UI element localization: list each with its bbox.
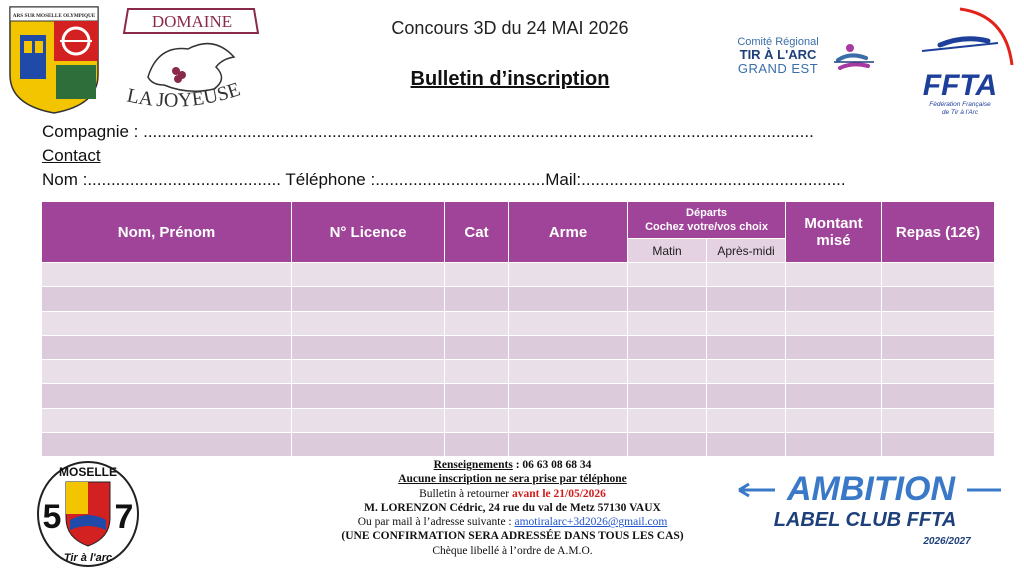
cell-repas[interactable] bbox=[882, 311, 995, 335]
footer-info bbox=[290, 458, 735, 558]
comite-line-3: GRAND EST bbox=[737, 61, 819, 76]
cell-repas[interactable] bbox=[882, 384, 995, 408]
montant-line-1: Montant bbox=[804, 215, 863, 232]
ars-sur-moselle-logo bbox=[8, 5, 100, 115]
comite-line-2: TIR À L'ARC bbox=[739, 47, 817, 62]
cell-cat[interactable] bbox=[445, 433, 509, 457]
cell-matin[interactable] bbox=[628, 335, 707, 359]
departs-label: Départs bbox=[686, 207, 727, 219]
cell-matin[interactable] bbox=[628, 433, 707, 457]
col-header-arme: Arme bbox=[509, 202, 628, 263]
mail-prefix: Ou par mail à l’adresse suivante : bbox=[357, 516, 515, 529]
col-header-nom: Nom, Prénom bbox=[42, 202, 292, 263]
renseignements-phone: : 06 63 08 68 34 bbox=[512, 459, 592, 471]
montant-line-2: misé bbox=[816, 232, 851, 249]
moselle-text: MOSELLE bbox=[58, 465, 118, 479]
label-club-text: LABEL CLUB FFTA bbox=[773, 509, 957, 531]
contact-fields-line[interactable]: Nom :......................................... Téléphone :....................................Mail:........................................................ bbox=[42, 170, 846, 189]
table-row bbox=[42, 311, 995, 335]
cell-repas[interactable] bbox=[882, 287, 995, 311]
mail-line bbox=[290, 515, 735, 529]
cell-nom[interactable] bbox=[42, 311, 292, 335]
moselle-tir-a-l-arc-logo bbox=[36, 460, 140, 568]
table-row bbox=[42, 408, 995, 432]
cell-nom[interactable] bbox=[42, 360, 292, 384]
cell-arme[interactable] bbox=[509, 384, 628, 408]
cell-repas[interactable] bbox=[882, 433, 995, 457]
moselle-digit-5: 5 bbox=[42, 498, 62, 536]
table-row bbox=[42, 360, 995, 384]
col-header-licence: N° Licence bbox=[292, 202, 445, 263]
ambition-year: 2026/2027 bbox=[923, 536, 971, 547]
cell-matin[interactable] bbox=[628, 311, 707, 335]
cell-apres-midi[interactable] bbox=[707, 433, 786, 457]
cell-cat[interactable] bbox=[445, 263, 509, 287]
page-subtitle: Bulletin d’inscription bbox=[410, 68, 610, 90]
cell-apres-midi[interactable] bbox=[707, 311, 786, 335]
cell-nom[interactable] bbox=[42, 408, 292, 432]
contact-heading: Contact bbox=[42, 146, 101, 165]
cell-arme[interactable] bbox=[509, 311, 628, 335]
col-header-montant bbox=[786, 202, 882, 263]
cell-nom[interactable] bbox=[42, 263, 292, 287]
ars-logo-text: ARS SUR MOSELLE OLYMPIQUE bbox=[12, 13, 96, 19]
postal-address: M. LORENZON Cédric, 24 rue du val de Metz 57130 VAUX bbox=[364, 501, 661, 514]
table-row bbox=[42, 263, 995, 287]
renseignements-label: Renseignements bbox=[433, 459, 513, 471]
table-row bbox=[42, 287, 995, 311]
confirmation-notice: (UNE CONFIRMATION SERA ADRESSÉE DANS TOUS LES CAS) bbox=[341, 530, 684, 543]
ambition-label-club-logo bbox=[735, 468, 1005, 550]
col-header-cat: Cat bbox=[445, 202, 509, 263]
col-header-apres-midi: Après-midi bbox=[707, 239, 786, 263]
cell-licence[interactable] bbox=[292, 287, 445, 311]
cell-arme[interactable] bbox=[509, 263, 628, 287]
departs-instruction: Cochez votre/vos choix bbox=[645, 221, 768, 233]
cell-repas[interactable] bbox=[882, 360, 995, 384]
cell-cat[interactable] bbox=[445, 360, 509, 384]
cell-apres-midi[interactable] bbox=[707, 384, 786, 408]
cell-montant[interactable] bbox=[786, 408, 882, 432]
cell-cat[interactable] bbox=[445, 408, 509, 432]
col-header-departs bbox=[628, 202, 786, 239]
ambition-text: AMBITION bbox=[786, 470, 956, 508]
col-header-repas: Repas (12€) bbox=[882, 202, 995, 263]
cell-arme[interactable] bbox=[509, 335, 628, 359]
comite-archer-icon bbox=[832, 38, 876, 82]
compagnie-field[interactable]: Compagnie : .............................................................................................................................................. bbox=[42, 122, 814, 141]
cell-repas[interactable] bbox=[882, 335, 995, 359]
cell-nom[interactable] bbox=[42, 433, 292, 457]
registration-table bbox=[41, 201, 995, 457]
ffta-sub-1: Fédération Française bbox=[929, 101, 991, 108]
cell-nom[interactable] bbox=[42, 335, 292, 359]
cell-matin[interactable] bbox=[628, 287, 707, 311]
table-row bbox=[42, 384, 995, 408]
ffta-logo bbox=[902, 5, 1020, 117]
comite-line-1: Comité Régional bbox=[737, 36, 819, 48]
cell-nom[interactable] bbox=[42, 287, 292, 311]
cell-licence[interactable] bbox=[292, 360, 445, 384]
mail-link[interactable]: amotiralarc+3d2026@gmail.com bbox=[514, 516, 668, 529]
table-row bbox=[42, 335, 995, 359]
cell-matin[interactable] bbox=[628, 360, 707, 384]
cell-apres-midi[interactable] bbox=[707, 408, 786, 432]
cell-matin[interactable] bbox=[628, 408, 707, 432]
cheque-notice: Chèque libellé à l’ordre de A.M.O. bbox=[432, 544, 593, 557]
cell-cat[interactable] bbox=[445, 335, 509, 359]
cell-apres-midi[interactable] bbox=[707, 335, 786, 359]
cell-apres-midi[interactable] bbox=[707, 287, 786, 311]
moselle-tir-text: Tir à l'arc bbox=[63, 552, 113, 564]
no-phone-notice: Aucune inscription ne sera prise par téléphone bbox=[398, 473, 627, 486]
cell-licence[interactable] bbox=[292, 408, 445, 432]
moselle-digit-7: 7 bbox=[114, 498, 134, 536]
ffta-text: FFTA bbox=[922, 69, 998, 102]
cell-arme[interactable] bbox=[509, 408, 628, 432]
cell-arme[interactable] bbox=[509, 287, 628, 311]
cell-montant[interactable] bbox=[786, 433, 882, 457]
cell-montant[interactable] bbox=[786, 360, 882, 384]
cell-montant[interactable] bbox=[786, 335, 882, 359]
cell-licence[interactable] bbox=[292, 335, 445, 359]
cell-repas[interactable] bbox=[882, 263, 995, 287]
cell-licence[interactable] bbox=[292, 263, 445, 287]
domaine-la-joyeuse-logo bbox=[118, 5, 268, 117]
cell-licence[interactable] bbox=[292, 433, 445, 457]
cell-cat[interactable] bbox=[445, 311, 509, 335]
domaine-text: DOMAINE bbox=[151, 12, 233, 31]
table-row bbox=[42, 433, 995, 457]
cell-licence[interactable] bbox=[292, 384, 445, 408]
cell-arme[interactable] bbox=[509, 433, 628, 457]
cell-cat[interactable] bbox=[445, 287, 509, 311]
renseignements-line bbox=[290, 458, 735, 472]
cell-apres-midi[interactable] bbox=[707, 263, 786, 287]
cell-matin[interactable] bbox=[628, 384, 707, 408]
cell-nom[interactable] bbox=[42, 384, 292, 408]
cell-arme[interactable] bbox=[509, 360, 628, 384]
cell-licence[interactable] bbox=[292, 311, 445, 335]
cell-repas[interactable] bbox=[882, 408, 995, 432]
cell-apres-midi[interactable] bbox=[707, 360, 786, 384]
return-prefix: Bulletin à retourner bbox=[419, 487, 512, 500]
ffta-sub-2: de Tir à l'Arc bbox=[941, 109, 979, 116]
comite-regional-logo bbox=[728, 36, 878, 86]
page-title: Concours 3D du 24 MAI 2026 bbox=[391, 18, 629, 38]
cell-montant[interactable] bbox=[786, 311, 882, 335]
col-header-matin: Matin bbox=[628, 239, 707, 263]
cell-montant[interactable] bbox=[786, 263, 882, 287]
la-joyeuse-text: LA JOYEUSE bbox=[124, 78, 243, 112]
return-date: avant le 21/05/2026 bbox=[512, 487, 606, 500]
return-deadline-line bbox=[290, 487, 735, 501]
cell-matin[interactable] bbox=[628, 263, 707, 287]
cell-montant[interactable] bbox=[786, 287, 882, 311]
cell-cat[interactable] bbox=[445, 384, 509, 408]
cell-montant[interactable] bbox=[786, 384, 882, 408]
